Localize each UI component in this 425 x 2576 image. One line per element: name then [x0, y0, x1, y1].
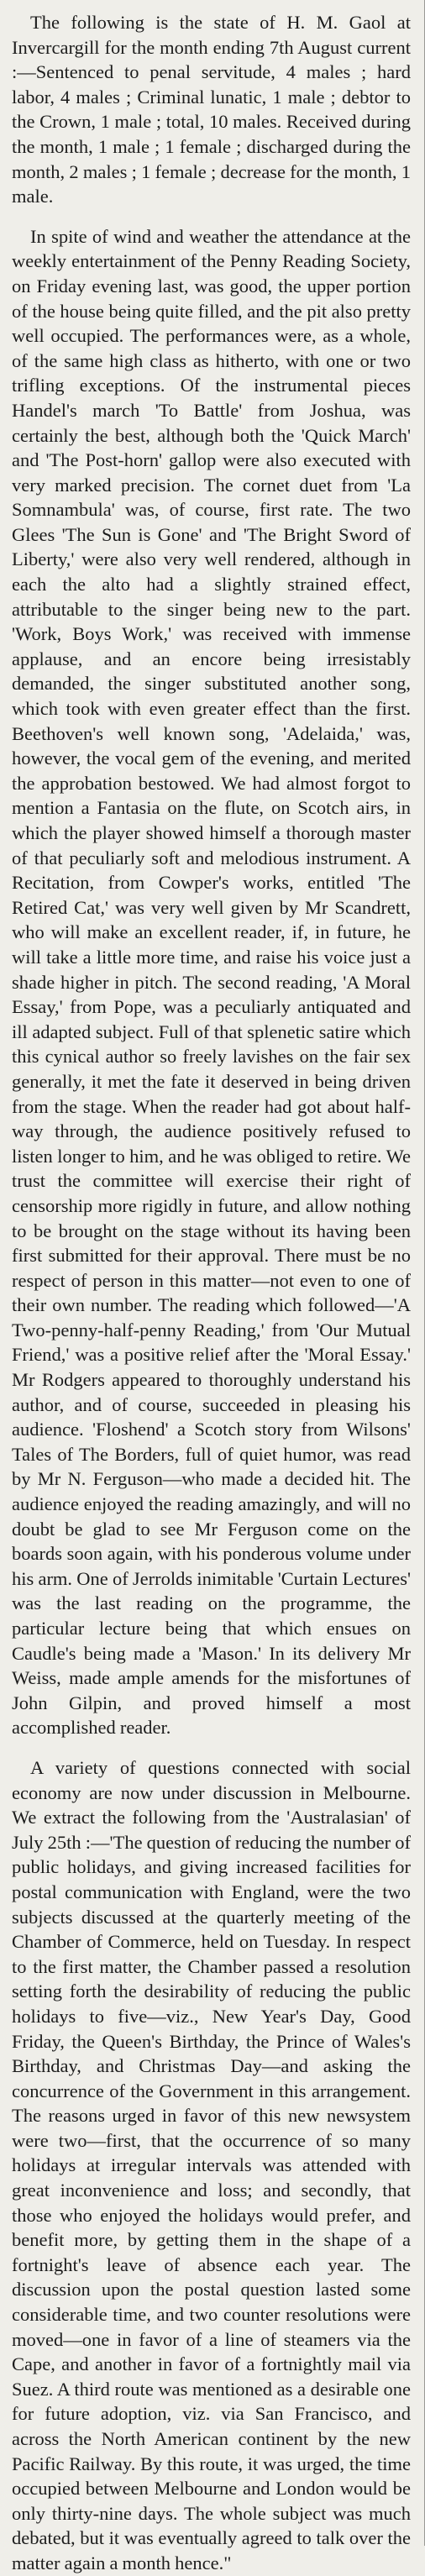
gaol-report-paragraph: The following is the state of H. M. Gaol at Invercargill for the month ending 7th August current :—Sentenced to penal servitude, 4 males ; hard labor, 4 males ; Criminal lunatic, 1 male ; debtor to the Crown, 1 male ; total, 10 males. Received during the month, 1 male ; 1 female ; discharged during the month, 2 males ; 1 female ; decrease for the month, 1 male. [12, 12, 411, 207]
melbourne-questions-paragraph: A variety of questions connected with social economy are now under discussion in Melbourne. We extract the following from the 'Australasian' of July 25th :—'The question of reducing the number of public holidays, and giving increased facilities for postal communication with England, were the two subjects discussed at the quarterly meeting of the Chamber of Commerce, held on Tuesday. In respect to the first matter, the Chamber passed a resolution setting forth the desirability of reducing the public holidays to five—viz., New Year's Day, Good Friday, the Queen's Birthday, the Prince of Wales's Birthday, and Christmas Day—and asking the concurrence of the Government in this arrangement. The reasons urged in favor of this new newsystem were two—first, that the occurrence of so many holidays at irregular intervals was attended with great inconvenience and loss; and secondly, that those who enjoyed the holidays would prefer, and benefit more, by getting them in the shape of a fortnight's leave of absence each year. The discussion upon the postal question lasted some considerable time, and two counter resolutions were moved—one in favor of a line of steamers via the Cape, and another in favor of a fortnightly mail via Suez. A third route was mentioned as a desirable one for future adoption, viz. via San Francisco, and across the North American continent by the new Pacific Railway. By this route, it was urged, the time occupied between Melbourne and London would be only thirty-nine days. The whole subject was much debated, but it was eventually agreed to talk over the matter again a month hence." [12, 1756, 411, 2573]
penny-reading-paragraph: In spite of wind and weather the attendance at the weekly entertainment of the Penny Reading Society, on Friday evening last, was good, the upper portion of the house being quite filled, and the pit also pretty well occupied. The performances were, as a whole, of the same high class as hitherto, with one or two trifling exceptions. Of the instrumental pieces Handel's march 'To Battle' from Joshua, was certainly the best, although both the 'Quick March' and 'The Post-horn' gallop were also executed with very marked precision. The cornet duet from 'La Somnambula' was, of course, first rate. The two Glees 'The Sun is Gone' and 'The Bright Sword of Liberty,' were also very well rendered, although in each the alto had a slightly strained effect, attributable to the singer being new to the part. 'Work, Boys Work,' was received with immense applause, and an encore being irresistably demanded, the singer substituted another song, which took with even greater effect than the first. Beethoven's well known song, 'Adelaida,' was, however, the vocal gem of the evening, and merited the approbation bestowed. We had almost forgot to mention a Fantasia on the flute, on Scotch airs, in which the player showed himself a thorough master of that peculiarly soft and melodious instrument. A Recitation, from Cowper's works, entitled 'The Retired Cat,' was very well given by Mr Scandrett, who will make an excellent reader, if, in future, he will take a little more time, and raise his voice just a shade higher in pitch. The second reading, 'A Moral Essay,' from Pope, was a peculiarly antiquated and ill adapted subject. Full of that splenetic satire which this cynical author so freely lavishes on the fair sex generally, it met the fate it deserved in being driven from the stage. When the reader had got about half-way through, the audience positively refused to listen longer to him, and he was obliged to retire. We trust the committee will exercise their right of censorship more rigidly in future, and allow nothing to be brought on the stage without its having been first submitted for their approval. There must be no respect of person in this matter—not even to one of their own number. The reading which followed—'A Two-penny-half-penny Reading,' from 'Our Mutual Friend,' was a positive relief after the 'Moral Essay.' Mr Rodgers appeared to thoroughly understand his author, and of course, succeeded in pleasing his audience. 'Floshend' a Scotch story from Wilsons' Tales of The Borders, full of quiet humor, was read by Mr N. Ferguson—who made a decided hit. The audience enjoyed the reading amazingly, and will no doubt be glad to see Mr Ferguson come on the boards soon again, with his ponderous volume under his arm. One of Jerrolds inimitable 'Curtain Lectures' was the last reading on the programme, the particular lecture being that which ensues on Caudle's being made a 'Mason.' In its delivery Mr Weiss, made ample amends for the misfortunes of John Gilpin, and proved himself a most accomplished reader. [12, 225, 411, 1739]
